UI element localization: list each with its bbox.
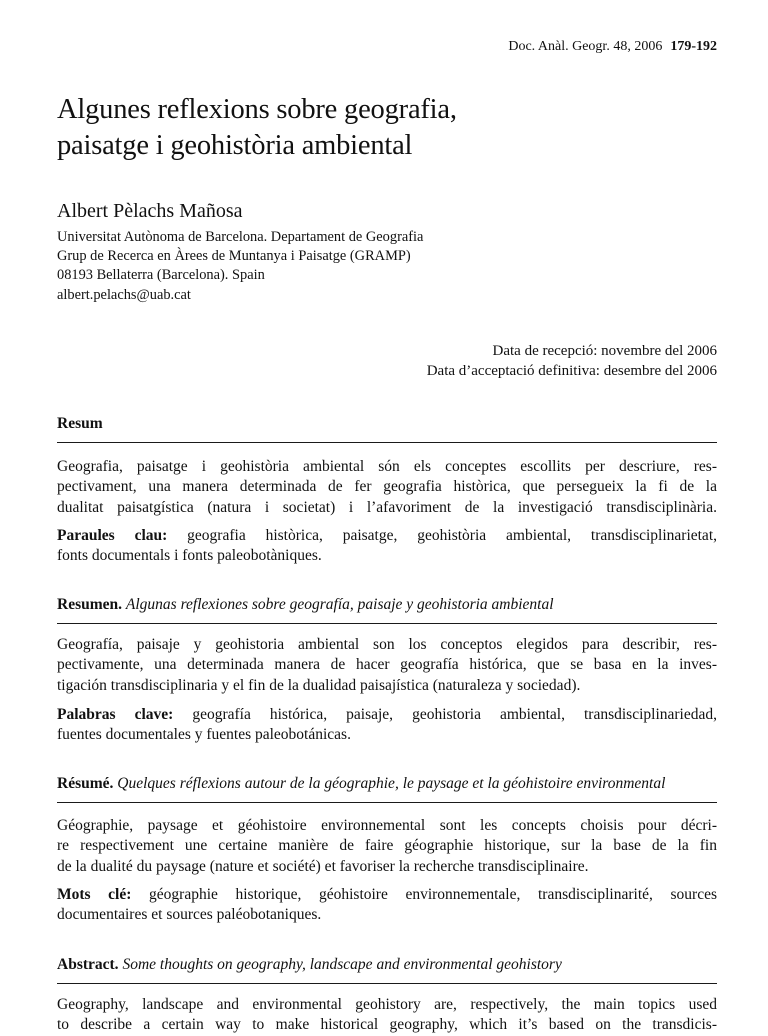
resum-keywords-text-1: geografia històrica, paisatge, geohistòria ambiental, transdisciplinarietat, [167,527,717,544]
resum-body-line-3: dualitat paisatgística (natura i societat) i l’afavoriment de la investigació transdisciplinària. [57,498,717,516]
abstract-subtitle: Some thoughts on geography, landscape and environmental geohistory [122,956,562,973]
abstract-body [57,995,717,1036]
abstract-heading [57,955,717,984]
author-affiliation [57,228,423,305]
resume-keywords-text-1: géographie historique, géohistoire environnementale, transdisciplinarité, sources [131,886,717,903]
resumen-label: Resumen. [57,596,123,613]
resumen-body-line-2: pectivamente, una determinada manera de hacer geografía histórica, que se basa en la inves- [57,656,717,674]
affiliation-university: Universitat Autònoma de Barcelona. Departament de Geografia [57,229,424,245]
article-title-line-2: paisatge i geohistòria ambiental [57,130,413,161]
resumen-keywords-line-1 [57,705,717,725]
resumen-keywords-text-1: geografía histórica, paisaje, geohistoria ambiental, transdisciplinariedad, [173,706,717,723]
resum-body-line-1: Geografia, paisatge i geohistòria ambiental són els conceptes escollits per descriure, res- [57,458,717,475]
resume-body-line-3: de la dualité du paysage (nature et société) et favoriser la recherche transdisciplinaire. [57,857,589,875]
resum-keywords [57,526,717,567]
resume-keywords-line-1 [57,885,717,905]
page-range: 179-192 [670,39,717,54]
resumen-heading [57,595,717,624]
resumen-subtitle: Algunas reflexiones sobre geografía, paisaje y geohistoria ambiental [125,596,554,613]
resume-subtitle: Quelques réflexions autour de la géographie, le paysage et la géohistoire environmental [117,775,666,792]
journal-citation: Doc. Anàl. Geogr. 48, 2006 [508,39,663,54]
resum-keywords-line-2: fonts documentals i fonts paleobotàniques. [57,547,322,565]
running-head [508,39,717,55]
author-email: albert.pelachs@uab.cat [57,286,191,303]
abstract-label: Abstract. [57,956,119,973]
resume-body-line-2: re respectivement une certaine manière de faire géographie historique, sur la base de la fin [57,837,717,855]
resumen-body-line-1: Geografía, paisaje y geohistoria ambiental son los conceptos elegidos para describir, res- [57,636,717,653]
resum-label: Resum [57,415,103,432]
date-received: Data de recepció: novembre del 2006 [492,343,717,359]
affiliation-research-group: Grup de Recerca en Àrees de Muntanya i Paisatge (GRAMP) [57,248,411,265]
resum-heading [57,414,717,443]
resume-body [57,816,717,877]
resumen-keywords-label: Palabras clave: [57,706,174,723]
resumen-keywords [57,705,717,746]
article-title [57,92,457,164]
resume-keywords-label: Mots clé: [57,886,132,903]
resume-heading [57,774,717,803]
affiliation-address: 08193 Bellaterra (Barcelona). Spain [57,267,265,284]
resumen-body-line-3: tigación transdisciplinaria y el fin de la dualidad paisajística (naturaleza y sociedad). [57,676,581,694]
article-title-line-1: Algunes reflexions sobre geografia, [57,94,457,125]
resumen-keywords-line-2: fuentes documentales y fuentes paleobotánicas. [57,726,351,744]
article-page [57,0,717,1034]
abstract-body-line-2: to describe a certain way to make historical geography, which it’s based on the transdicis- [57,1016,717,1034]
resume-body-line-1: Géographie, paysage et géohistoire environnemental sont les concepts choisis pour décri- [57,817,717,834]
resum-body-line-2: pectivament, una manera determinada de fer geografia històrica, que persegueix la fi de la [57,478,717,496]
resume-keywords [57,885,717,926]
abstract-body-line-1: Geography, landscape and environmental geohistory are, respectively, the main topics used [57,996,717,1013]
resum-body [57,457,717,518]
resume-keywords-line-2: documentaires et sources paléobotaniques. [57,906,322,924]
date-accepted: Data d’acceptació definitiva: desembre del 2006 [426,362,717,379]
resum-keywords-label: Paraules clau: [57,527,168,544]
resum-keywords-line-1 [57,526,717,546]
resume-label: Résumé. [57,775,114,792]
submission-dates [427,342,717,381]
author-name: Albert Pèlachs Mañosa [57,200,243,222]
resumen-body [57,635,717,696]
